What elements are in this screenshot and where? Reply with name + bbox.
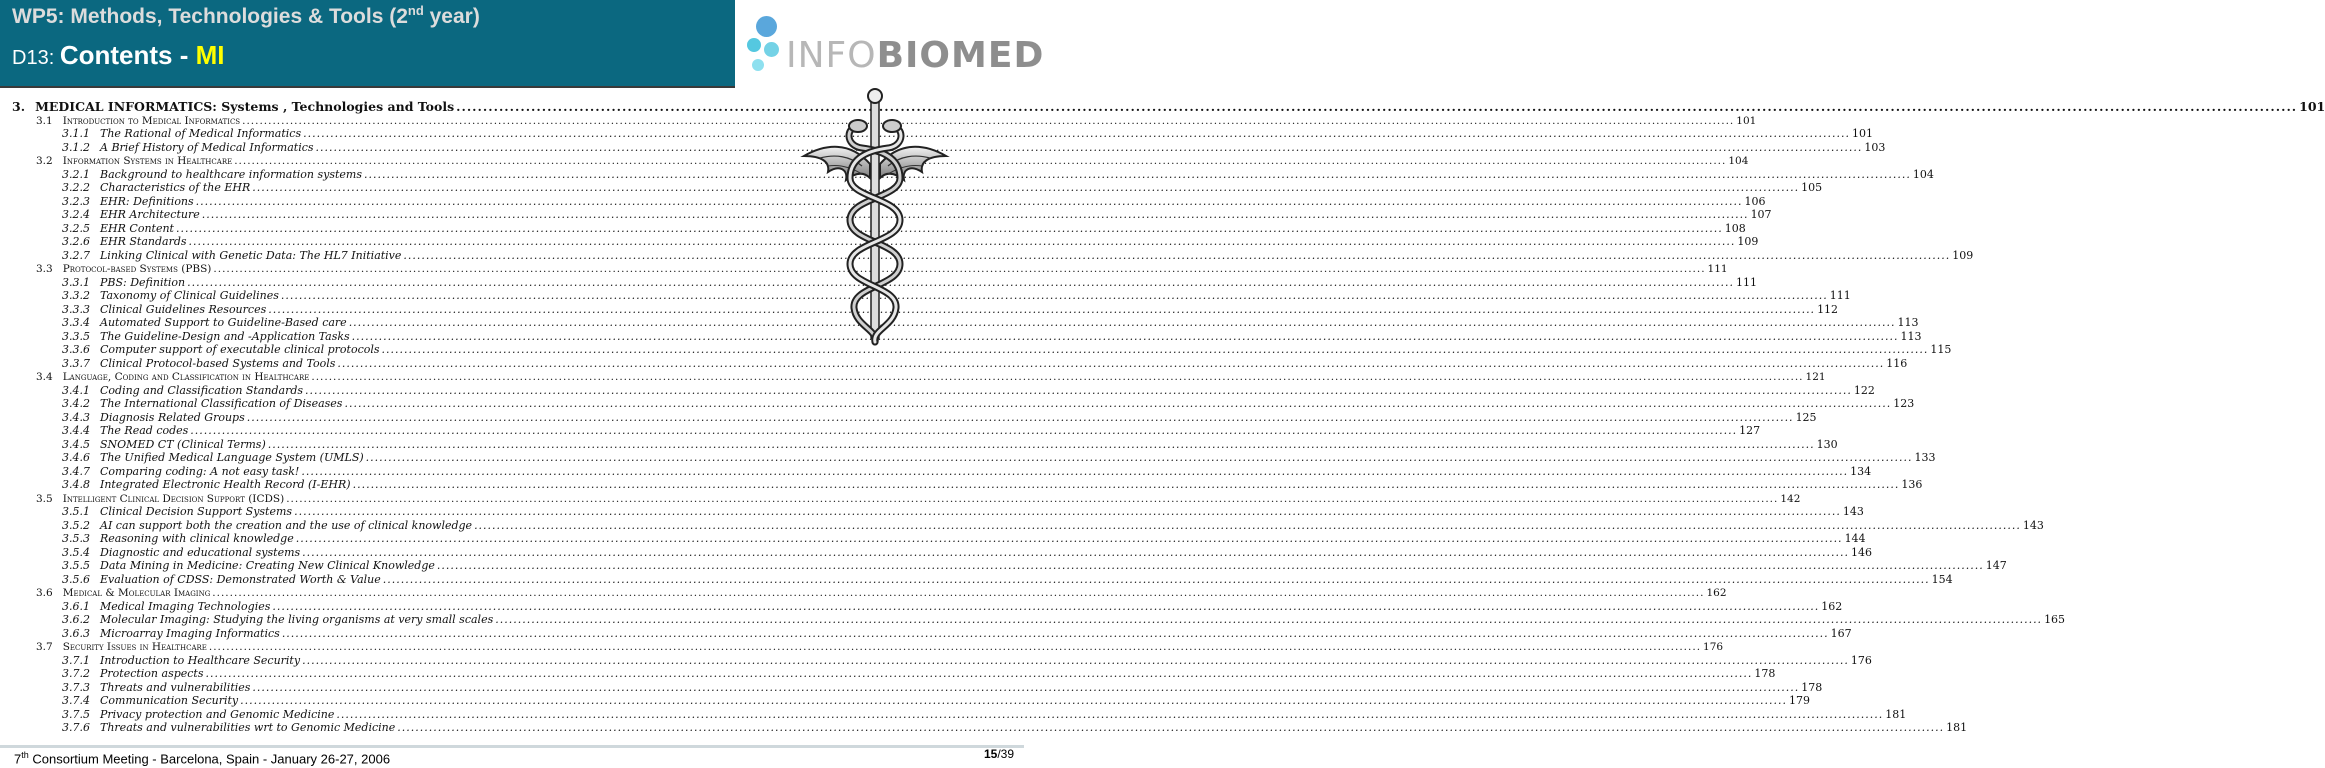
toc-entry-sub[interactable]	[12, 572, 1953, 586]
toc-entry-page: 103	[1864, 140, 1886, 154]
toc-entry-number: 3.7.6	[62, 721, 90, 734]
toc-entry-page: 104	[1728, 155, 1749, 167]
toc-entry-page: 109	[1952, 248, 1974, 262]
toc-entry-title: EHR Content	[100, 221, 174, 235]
toc-entry-sub[interactable]	[12, 626, 1852, 640]
toc-leader-dots	[202, 209, 1749, 221]
toc-leader-dots	[301, 466, 1848, 478]
toc-entry-page: 105	[1801, 181, 1823, 194]
toc-entry-page: 112	[1817, 302, 1839, 316]
toc-leader-dots	[190, 425, 1737, 437]
toc-entry-title: The Unified Medical Language System (UMLS)	[100, 451, 364, 464]
toc-entry-title: Computer support of executable clinical protocols	[100, 343, 380, 356]
toc-entry-page: 162	[1706, 587, 1727, 599]
toc-entry-page: 101	[1736, 114, 1757, 127]
toc-leader-dots	[213, 263, 1705, 275]
toc-entry-number: 3.4.7	[62, 464, 90, 478]
toc-leader-dots	[272, 601, 1819, 613]
toc-entry-page: 178	[1801, 680, 1823, 694]
toc-leader-dots	[352, 331, 1899, 343]
header-band	[0, 0, 735, 88]
toc-entry-title: EHR Standards	[100, 235, 187, 248]
slide-title	[12, 3, 480, 29]
toc-leader-dots	[281, 290, 1828, 302]
toc-leader-dots	[437, 560, 1984, 572]
toc-entry-number: 3.2.7	[62, 248, 90, 262]
toc-leader-dots	[495, 614, 2042, 626]
toc-entry-title: PBS: Definition	[100, 275, 186, 289]
deliverable-code: D13:	[12, 47, 60, 69]
toc-entry-title: EHR Architecture	[100, 208, 200, 221]
toc-entry-number: 3.5.3	[62, 532, 90, 545]
toc-entry-title: The Read codes	[100, 424, 189, 437]
toc-entry-title: Integrated Electronic Health Record (I-EHR)	[100, 478, 351, 491]
toc-entry-page: 142	[1780, 492, 1801, 505]
toc-entry-title: Clinical Decision Support Systems	[100, 505, 293, 518]
toc-leader-dots	[296, 533, 1843, 545]
toc-entry-sub[interactable]	[12, 383, 1875, 397]
footer-divider	[0, 745, 1024, 748]
toc-entry-number: 3.3.2	[62, 289, 90, 302]
toc-entry-sub[interactable]	[12, 397, 1915, 411]
toc-entry-number: 3.5	[36, 492, 53, 505]
toc-entry-number: 3.7.5	[62, 707, 90, 721]
toc-entry-number: 3.2.4	[62, 208, 90, 221]
toc-entry-sub[interactable]	[12, 464, 1872, 478]
toc-leader-dots	[349, 317, 1896, 329]
toc-entry-page: 167	[1830, 626, 1852, 640]
toc-entry-title: Clinical Protocol-based Systems and Tools	[100, 356, 336, 370]
toc-entry-page: 130	[1816, 437, 1838, 451]
toc-entry-title: SNOMED CT (Clinical Terms)	[100, 437, 266, 451]
logo-dot	[764, 42, 779, 57]
toc-entry-title: The Guideline-Design and -Application Tasks	[100, 329, 350, 343]
toc-entry-page: 179	[1788, 694, 1810, 707]
toc-entry-number: 3.4	[36, 371, 53, 383]
toc-entry-number: 3.4.6	[62, 451, 90, 464]
toc-entry-page: 108	[1724, 221, 1746, 235]
toc-entry-section[interactable]	[12, 370, 1826, 384]
toc-entry-number: 3.7.2	[62, 667, 90, 680]
toc-entry-title: Introduction to Medical Informatics	[62, 114, 241, 127]
toc-entry-title: Comparing coding: A not easy task!	[100, 464, 300, 478]
toc-entry-number: 3.4.2	[62, 397, 90, 410]
toc-entry-number: 3.2.6	[62, 235, 90, 248]
toc-entry-page: 109	[1737, 235, 1759, 248]
toc-leader-dots	[187, 277, 1734, 289]
toc-entry-title: Coding and Classification Standards	[100, 383, 304, 397]
toc-leader-dots	[268, 439, 1815, 451]
toc-leader-dots	[302, 655, 1849, 667]
toc-leader-dots	[305, 385, 1852, 397]
toc-entry-page: 176	[1850, 653, 1872, 667]
toc-entry-number: 3.3.1	[62, 275, 90, 289]
slide-title-main: WP5: Methods, Technologies & Tools (2	[12, 5, 408, 28]
toc-entry-number: 3.5.2	[62, 518, 90, 532]
toc-entry-number: 3.4.3	[62, 410, 90, 424]
toc-entry-number: 3.6.2	[62, 613, 90, 626]
toc-entry-page: 113	[1900, 329, 1922, 343]
toc-entry-title: Characteristics of the EHR	[100, 181, 251, 194]
toc-entry-page: 136	[1901, 478, 1923, 491]
toc-entry-title: Threats and vulnerabilities	[100, 680, 251, 694]
toc-entry-page: 113	[1897, 316, 1919, 329]
toc-entry-title: Taxonomy of Clinical Guidelines	[100, 289, 279, 302]
footer-ordinal: 7	[14, 751, 22, 767]
logo-dot	[756, 16, 777, 37]
toc-entry-title: EHR: Definitions	[100, 194, 194, 208]
toc-entry-number: 3.7.4	[62, 694, 90, 707]
toc-entry-title: The Rational of Medical Informatics	[100, 127, 302, 140]
toc-entry-number: 3.1.2	[62, 140, 90, 154]
toc-entry-title: Diagnosis Related Groups	[100, 410, 245, 424]
toc-entry-title: Language, Coding and Classification in Healthcare	[62, 371, 310, 383]
toc-entry-title: MEDICAL INFORMATICS: Systems , Technologies and Tools	[35, 99, 455, 114]
toc-entry-sub[interactable]	[12, 410, 1817, 424]
toc-leader-dots	[268, 304, 1815, 316]
slide-title-end: year)	[423, 5, 480, 28]
current-page: 15	[983, 747, 998, 761]
toc-entry-title: Protocol-based Systems (PBS)	[62, 263, 212, 275]
toc-entry-sub[interactable]	[12, 599, 1843, 613]
toc-entry-number: 3.7.1	[62, 653, 90, 667]
footer-meeting-text: Consortium Meeting - Barcelona, Spain - January 26-27, 2006	[28, 751, 391, 767]
toc-entry-section[interactable]	[12, 586, 1727, 600]
toc-entry-title: The International Classification of Diseases	[100, 397, 343, 410]
toc-entry-page: 144	[1844, 532, 1866, 545]
toc-entry-number: 3.2	[36, 155, 53, 167]
toc-leader-dots	[366, 452, 1913, 464]
toc-entry-page: 101	[1851, 127, 1873, 140]
toc-entry-page: 146	[1850, 545, 1872, 559]
slide-title-superscript: nd	[407, 3, 424, 18]
toc-entry-title: Threats and vulnerabilities wrt to Genomic Medicine	[100, 721, 396, 734]
toc-entry-title: Privacy protection and Genomic Medicine	[100, 707, 335, 721]
toc-entry-sub[interactable]	[12, 532, 1866, 546]
toc-entry-section[interactable]	[12, 640, 1724, 654]
toc-entry-title: Diagnostic and educational systems	[100, 545, 301, 559]
toc-leader-dots	[456, 101, 2297, 113]
toc-leader-dots	[209, 641, 1701, 653]
toc-entry-title: Communication Security	[100, 694, 239, 707]
footer-meeting-info	[14, 750, 390, 766]
toc-entry-number: 3.2.2	[62, 181, 90, 194]
toc-entry-page: 181	[1885, 707, 1907, 721]
toc-entry-title: Automated Support to Guideline-Based care	[100, 316, 347, 329]
toc-entry-title: Medical Imaging Technologies	[100, 599, 271, 613]
toc-entry-number: 3.2.1	[62, 167, 90, 181]
toc-entry-sub[interactable]	[12, 437, 1838, 451]
toc-entry-page: 143	[1842, 505, 1864, 518]
subtitle-topic: Contents -	[59, 40, 196, 70]
toc-entry-number: 3.3.7	[62, 356, 90, 370]
toc-entry-number: 3.	[12, 99, 26, 114]
toc-leader-dots	[206, 668, 1753, 680]
toc-leader-dots	[337, 358, 1884, 370]
toc-entry-sub[interactable]	[12, 451, 1936, 465]
toc-entry-title: Protection aspects	[100, 667, 204, 680]
toc-entry-page: 111	[1707, 263, 1728, 275]
toc-entry-title: Molecular Imaging: Studying the living organisms at very small scales	[100, 613, 494, 626]
toc-entry-number: 3.5.1	[62, 505, 90, 518]
toc-entry-number: 3.5.6	[62, 572, 90, 586]
toc-leader-dots	[212, 587, 1704, 599]
toc-entry-page: 134	[1850, 464, 1872, 478]
toc-leader-dots	[242, 115, 1734, 127]
toc-entry-page: 104	[1912, 167, 1934, 181]
toc-entry-page: 121	[1805, 371, 1826, 383]
toc-entry-sub[interactable]	[12, 356, 1908, 370]
toc-entry-sub[interactable]	[12, 694, 1810, 708]
toc-entry-title: Data Mining in Medicine: Creating New Clinical Knowledge	[100, 559, 435, 572]
toc-entry-sub[interactable]	[12, 613, 2066, 627]
toc-entry-title: Evaluation of CDSS: Demonstrated Worth & Value	[100, 572, 381, 586]
toc-entry-number: 3.6.1	[62, 599, 90, 613]
toc-entry-page: 162	[1821, 599, 1843, 613]
toc-leader-dots	[303, 128, 1850, 140]
toc-entry-number: 3.1	[36, 114, 53, 127]
toc-entry-number: 3.3	[36, 263, 53, 275]
toc-entry-title: AI can support both the creation and the use of clinical knowledge	[100, 518, 473, 532]
toc-entry-sub[interactable]	[12, 653, 1872, 667]
toc-entry-sub[interactable]	[12, 667, 1776, 681]
toc-entry-page: 111	[1829, 289, 1851, 302]
toc-leader-dots	[189, 236, 1736, 248]
toc-entry-sub[interactable]	[12, 505, 1864, 519]
toc-leader-dots	[282, 628, 1829, 640]
toc-entry-number: 3.4.8	[62, 478, 90, 491]
toc-entry-sub[interactable]	[12, 424, 1761, 438]
toc-entry-page: 147	[1985, 559, 2007, 572]
subtitle-highlight: MI	[195, 40, 225, 70]
toc-entry-number: 3.5.5	[62, 559, 90, 572]
toc-entry-page: 154	[1931, 572, 1953, 586]
toc-entry-sub[interactable]	[12, 707, 1907, 721]
toc-leader-dots	[247, 412, 1794, 424]
toc-entry-page: 178	[1754, 667, 1776, 680]
toc-entry-title: Introduction to Healthcare Security	[100, 653, 301, 667]
toc-entry-number: 3.2.5	[62, 221, 90, 235]
toc-entry-number: 3.7	[36, 641, 53, 653]
toc-entry-page: 115	[1930, 343, 1952, 356]
toc-entry-sub[interactable]	[12, 559, 2007, 573]
total-pages: /39	[997, 747, 1014, 761]
toc-entry-number: 3.3.4	[62, 316, 90, 329]
toc-entry-number: 3.6	[36, 587, 53, 599]
toc-entry-page: 106	[1744, 194, 1766, 208]
toc-leader-dots	[311, 371, 1803, 383]
toc-leader-dots	[286, 493, 1778, 505]
toc-entry-title: Microarray Imaging Informatics	[100, 626, 280, 640]
toc-entry-number: 3.5.4	[62, 545, 90, 559]
toc-entry-title: Linking Clinical with Genetic Data: The HL7 Initiative	[100, 248, 402, 262]
toc-entry-page: 133	[1914, 451, 1936, 464]
logo-wordmark	[786, 34, 1044, 78]
toc-leader-dots	[234, 155, 1726, 167]
toc-entry-page: 107	[1750, 208, 1772, 221]
toc-entry-page: 143	[2022, 518, 2044, 532]
toc-entry-title: Clinical Guidelines Resources	[100, 302, 267, 316]
logo-text-biomed: BIOMED	[876, 35, 1045, 76]
toc-leader-dots	[474, 520, 2021, 532]
toc-leader-dots	[344, 398, 1891, 410]
toc-entry-number: 3.1.1	[62, 127, 90, 140]
caduceus-icon	[800, 86, 950, 348]
toc-entry-page: 111	[1735, 275, 1757, 289]
toc-entry-number: 3.7.3	[62, 680, 90, 694]
toc-entry-number: 3.2.3	[62, 194, 90, 208]
toc-entry-title: Intelligent Clinical Decision Support (ICDS)	[62, 492, 285, 505]
toc-entry-number: 3.4.1	[62, 383, 90, 397]
slide-subtitle	[12, 40, 224, 71]
footer-ordinal-suffix: th	[21, 750, 29, 760]
toc-entry-page: 165	[2044, 613, 2066, 626]
toc-entry-page: 181	[1946, 721, 1968, 734]
toc-entry-title: Medical & Molecular Imaging	[62, 587, 211, 599]
toc-entry-title: A Brief History of Medical Informatics	[100, 140, 314, 154]
toc-entry-page: 127	[1739, 424, 1761, 437]
toc-entry-page: 101	[2299, 99, 2325, 114]
toc-entry-page: 122	[1853, 383, 1875, 397]
toc-entry-sub[interactable]	[12, 721, 1968, 735]
toc-leader-dots	[252, 182, 1799, 194]
toc-leader-dots	[353, 479, 1900, 491]
toc-entry-number: 3.3.6	[62, 343, 90, 356]
logo-dot	[747, 38, 761, 52]
infobiomed-logo	[742, 10, 1045, 80]
toc-entry-section[interactable]	[12, 491, 1801, 505]
toc-entry-sub[interactable]	[12, 518, 2044, 532]
toc-entry-page: 116	[1886, 356, 1908, 370]
toc-entry-sub[interactable]	[12, 680, 1823, 694]
toc-entry-sub[interactable]	[12, 478, 1923, 492]
toc-entry-title: Security Issues in Healthcare	[62, 641, 207, 653]
toc-entry-number: 3.4.4	[62, 424, 90, 437]
toc-entry-title: Reasoning with clinical knowledge	[100, 532, 294, 545]
toc-entry-title: Background to healthcare information systems	[100, 167, 362, 181]
toc-entry-page: 125	[1795, 410, 1817, 424]
toc-leader-dots	[383, 574, 1930, 586]
toc-leader-dots	[364, 169, 1911, 181]
slide-page-number	[984, 747, 1014, 761]
toc-leader-dots	[302, 547, 1849, 559]
toc-entry-number: 3.6.3	[62, 626, 90, 640]
toc-leader-dots	[336, 709, 1883, 721]
toc-leader-dots	[403, 250, 1950, 262]
toc-entry-page: 123	[1893, 397, 1915, 410]
toc-leader-dots	[252, 682, 1799, 694]
toc-entry-number: 3.4.5	[62, 437, 90, 451]
toc-entry-number: 3.3.5	[62, 329, 90, 343]
toc-entry-number: 3.3.3	[62, 302, 90, 316]
toc-leader-dots	[382, 344, 1929, 356]
toc-leader-dots	[316, 142, 1863, 154]
logo-dot	[752, 59, 764, 71]
toc-leader-dots	[294, 506, 1841, 518]
logo-text-info: INFO	[786, 35, 877, 76]
toc-leader-dots	[240, 695, 1787, 707]
toc-entry-title: Information Systems in Healthcare	[62, 155, 233, 167]
toc-leader-dots	[196, 196, 1743, 208]
toc-entry-sub[interactable]	[12, 545, 1872, 559]
toc-entry-page: 176	[1703, 641, 1724, 653]
toc-leader-dots	[397, 722, 1944, 734]
